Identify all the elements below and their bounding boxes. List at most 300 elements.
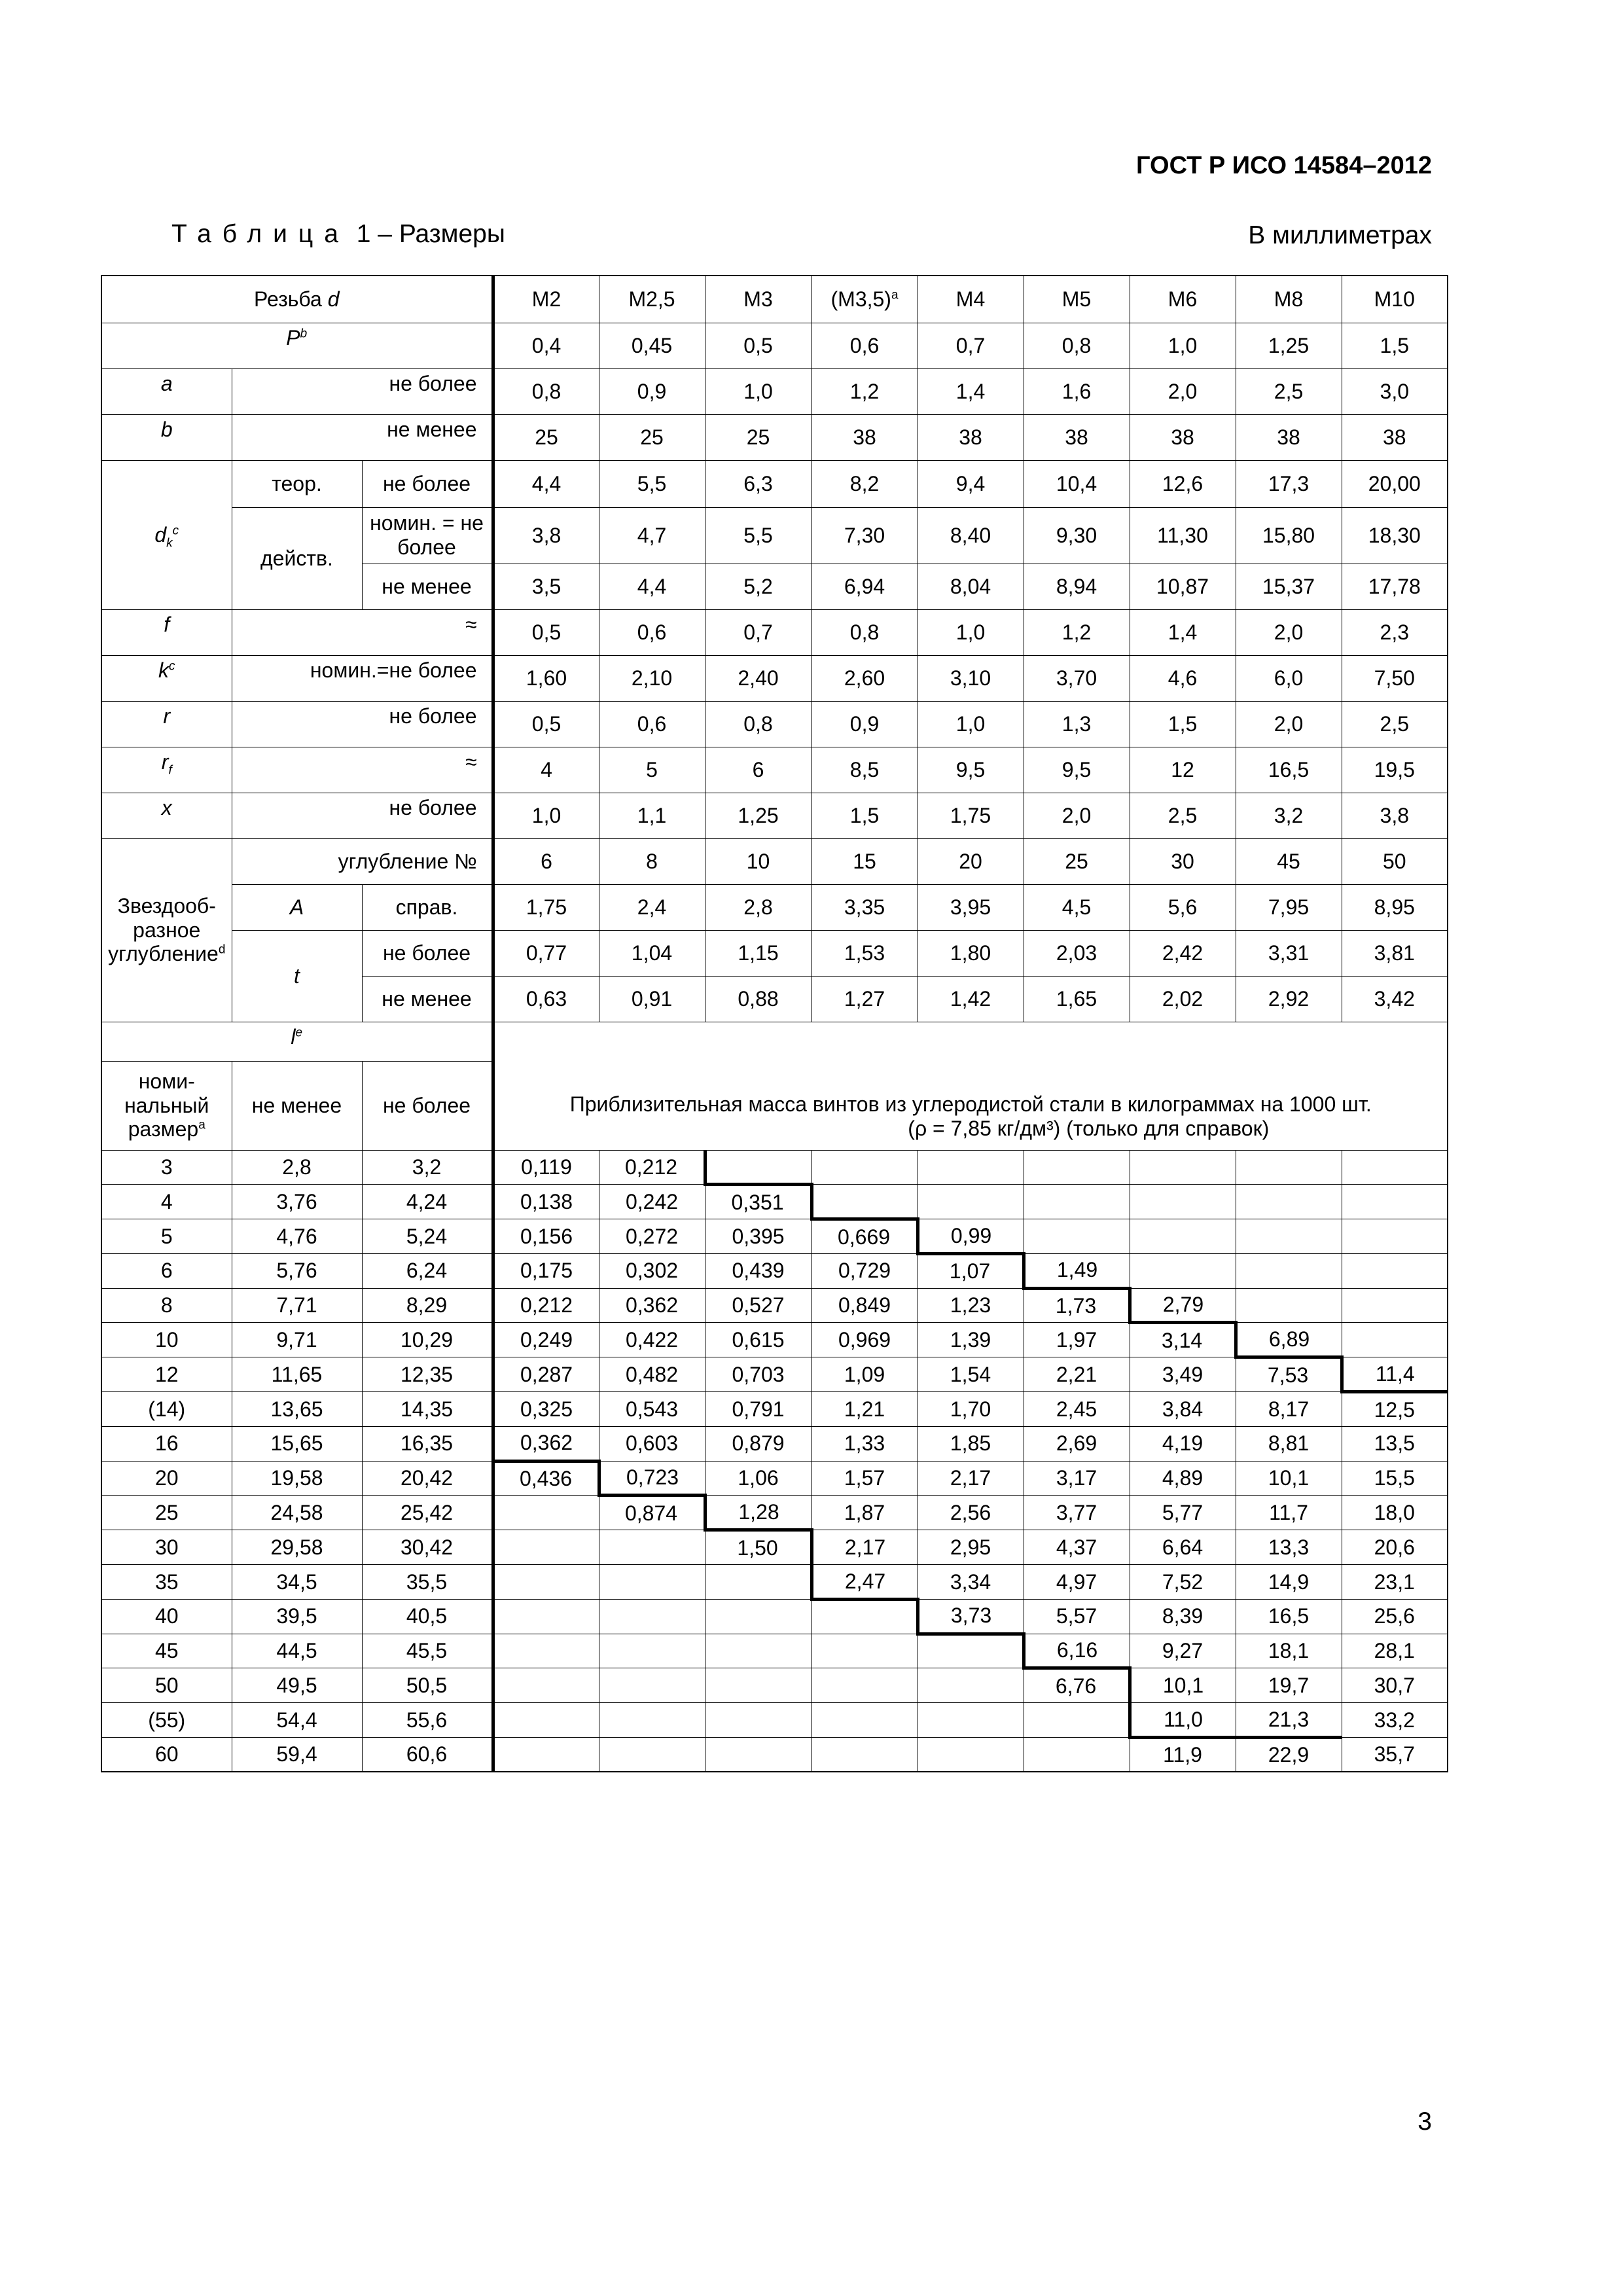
mass-value: 5,77 [1130,1496,1236,1530]
value-cell: 0,88 [705,976,812,1022]
mass-caption-density: (ρ = 7,85 кг/дм³) (только для справок) [908,1116,1270,1140]
value-cell: 3,95 [918,884,1024,930]
max-length: 6,24 [362,1253,493,1288]
value-cell: 5,5 [705,507,812,564]
row-dk-teor [101,460,1448,507]
param-symbol [101,747,232,793]
mass-value: 2,47 [812,1565,918,1600]
param-superscript: c [169,658,175,673]
length-row [101,1530,1448,1565]
value-cell: 3,8 [493,507,599,564]
value-cell: 3,2 [1236,793,1342,838]
length-row [101,1634,1448,1668]
value-cell: 4,7 [599,507,705,564]
min-length: 49,5 [232,1668,362,1703]
value-cell: 4,4 [493,460,599,507]
value-cell: 6 [493,838,599,884]
mass-value [1236,1253,1342,1288]
value-cell: 2,8 [705,884,812,930]
mass-value: 10,1 [1236,1461,1342,1496]
value-cell: 17,3 [1236,460,1342,507]
mass-value: 1,85 [918,1426,1024,1461]
value-cell: 1,2 [1024,609,1130,655]
value-cell: 2,0 [1130,368,1236,414]
mass-value [493,1530,599,1565]
value-cell: 1,1 [599,793,705,838]
mass-value: 11,4 [1342,1357,1448,1392]
min-length: 29,58 [232,1530,362,1565]
value-cell: 1,75 [918,793,1024,838]
mass-value: 3,77 [1024,1496,1130,1530]
value-cell: 2,5 [1130,793,1236,838]
value-cell: 3,70 [1024,655,1130,701]
length-symbol [101,1022,493,1061]
mass-value: 0,287 [493,1357,599,1392]
param-symbol [101,414,232,460]
value-cell: 1,25 [1236,323,1342,368]
thread-label: Резьба [254,287,328,311]
value-cell: 4,4 [599,564,705,609]
param-symbol-text: P [286,325,300,350]
nominal-length: 35 [101,1565,232,1600]
value-cell: 20,00 [1342,460,1448,507]
value-cell: 6,94 [812,564,918,609]
mass-value [1236,1185,1342,1219]
value-cell: 1,5 [812,793,918,838]
mass-value: 23,1 [1342,1565,1448,1600]
mass-value [1024,1150,1130,1185]
mass-value: 16,5 [1236,1599,1342,1634]
value-cell: 4 [493,747,599,793]
mass-value [599,1565,705,1600]
recess-label [101,838,232,1022]
mass-value: 19,7 [1236,1668,1342,1703]
min-length: 11,65 [232,1357,362,1392]
param-condition: не менее [362,564,493,609]
mass-value: 5,57 [1024,1599,1130,1634]
length-row [101,1219,1448,1254]
mass-value: 0,156 [493,1219,599,1254]
value-cell: 1,80 [918,930,1024,976]
mass-value [918,1634,1024,1668]
value-cell: 2,10 [599,655,705,701]
nominal-length: 5 [101,1219,232,1254]
mass-value [812,1634,918,1668]
mass-value [705,1634,812,1668]
value-cell: 38 [1236,414,1342,460]
value-cell: 7,95 [1236,884,1342,930]
param-symbol-text: r [161,749,169,774]
max-length-header: не более [362,1061,493,1150]
mass-value: 2,56 [918,1496,1024,1530]
mass-value [918,1185,1024,1219]
value-cell: 2,0 [1024,793,1130,838]
value-cell: 0,5 [493,609,599,655]
mass-value [812,1150,918,1185]
param-subscript: k [166,535,173,550]
mass-value [918,1738,1024,1772]
mass-value [918,1668,1024,1703]
mass-value [493,1565,599,1600]
min-length: 24,58 [232,1496,362,1530]
mass-value [812,1738,918,1772]
mass-value [493,1496,599,1530]
mass-value: 0,212 [599,1150,705,1185]
table-header-row [101,276,1448,323]
mass-value [1342,1185,1448,1219]
mass-value: 3,14 [1130,1323,1236,1357]
value-cell: 1,53 [812,930,918,976]
param-condition: справ. [362,884,493,930]
mass-value: 2,95 [918,1530,1024,1565]
nominal-length: 6 [101,1253,232,1288]
mass-value: 1,21 [812,1392,918,1427]
row-a [101,368,1448,414]
value-cell: 38 [812,414,918,460]
value-cell: 3,8 [1342,793,1448,838]
mass-value [493,1703,599,1738]
mass-value: 0,439 [705,1253,812,1288]
mass-value: 0,543 [599,1392,705,1427]
mass-value: 0,669 [812,1219,918,1254]
value-cell: 0,6 [599,701,705,747]
mass-value: 0,119 [493,1150,599,1185]
mass-value [599,1668,705,1703]
value-cell: 1,25 [705,793,812,838]
mass-value [918,1150,1024,1185]
param-sublabel: действ. [232,507,362,609]
nominal-length: 20 [101,1461,232,1496]
mass-value [1024,1703,1130,1738]
value-cell: 0,9 [599,368,705,414]
nominal-length: (14) [101,1392,232,1427]
param-condition: номин. = не более [362,507,493,564]
length-row [101,1288,1448,1323]
mass-value: 7,53 [1236,1357,1342,1392]
value-cell: 1,3 [1024,701,1130,747]
max-length: 4,24 [362,1185,493,1219]
mass-value: 2,21 [1024,1357,1130,1392]
value-cell: 6,3 [705,460,812,507]
mass-value: 2,45 [1024,1392,1130,1427]
mass-value: 0,874 [599,1496,705,1530]
min-length: 5,76 [232,1253,362,1288]
mass-value: 1,33 [812,1426,918,1461]
mass-value [493,1738,599,1772]
mass-value: 0,272 [599,1219,705,1254]
value-cell: 1,42 [918,976,1024,1022]
param-symbol [101,609,232,655]
param-symbol-text: x [161,795,172,819]
mass-value: 0,362 [599,1288,705,1323]
value-cell: 0,63 [493,976,599,1022]
mass-value [493,1668,599,1703]
value-cell: 10,4 [1024,460,1130,507]
length-row [101,1426,1448,1461]
mass-value: 2,79 [1130,1288,1236,1323]
max-length: 60,6 [362,1738,493,1772]
mass-value: 0,603 [599,1426,705,1461]
value-cell: 0,8 [493,368,599,414]
value-cell: 50 [1342,838,1448,884]
min-length: 59,4 [232,1738,362,1772]
footnote-mark: a [891,288,899,302]
footnote-mark: a [198,1118,205,1132]
mass-value: 18,0 [1342,1496,1448,1530]
mass-value: 1,54 [918,1357,1024,1392]
mass-value: 1,28 [705,1496,812,1530]
row-length-header [101,1022,1448,1061]
value-cell: 8,2 [812,460,918,507]
mass-value: 0,175 [493,1253,599,1288]
nominal-length: 30 [101,1530,232,1565]
mass-value: 1,57 [812,1461,918,1496]
mass-value: 15,5 [1342,1461,1448,1496]
value-cell: 3,5 [493,564,599,609]
mass-value: 4,89 [1130,1461,1236,1496]
value-cell: 0,8 [705,701,812,747]
param-symbol: t [232,930,362,1022]
value-cell: 38 [918,414,1024,460]
mass-value: 7,52 [1130,1565,1236,1600]
value-cell: 1,15 [705,930,812,976]
value-cell: 1,0 [493,793,599,838]
mass-value [1342,1150,1448,1185]
length-row [101,1496,1448,1530]
value-cell: 10 [705,838,812,884]
max-length: 8,29 [362,1288,493,1323]
value-cell: 5,6 [1130,884,1236,930]
mass-value: 10,1 [1130,1668,1236,1703]
max-length: 30,42 [362,1530,493,1565]
value-cell: 0,5 [493,701,599,747]
length-row [101,1668,1448,1703]
value-cell: 15,37 [1236,564,1342,609]
value-cell: 4,5 [1024,884,1130,930]
value-cell: 8,94 [1024,564,1130,609]
value-cell: 15,80 [1236,507,1342,564]
length-row [101,1703,1448,1738]
max-length: 35,5 [362,1565,493,1600]
mass-value [1130,1253,1236,1288]
length-row [101,1565,1448,1600]
mass-value: 0,879 [705,1426,812,1461]
value-cell: 25 [705,414,812,460]
table-caption-prefix: Таблица [171,220,349,248]
row-k [101,655,1448,701]
value-cell: 0,91 [599,976,705,1022]
mass-value [599,1530,705,1565]
min-length: 34,5 [232,1565,362,1600]
value-cell: 1,2 [812,368,918,414]
standard-designation: ГОСТ Р ИСО 14584–2012 [1135,152,1432,179]
value-cell: 18,30 [1342,507,1448,564]
mass-value [599,1599,705,1634]
mass-value: 0,395 [705,1219,812,1254]
value-cell: 1,60 [493,655,599,701]
nominal-length: 8 [101,1288,232,1323]
mass-caption [493,1022,1448,1150]
mass-value: 20,6 [1342,1530,1448,1565]
value-cell: 7,30 [812,507,918,564]
mass-value: 0,302 [599,1253,705,1288]
param-sublabel: теор. [232,460,362,507]
size-header [599,276,705,323]
value-cell: 3,31 [1236,930,1342,976]
size-header [705,276,812,323]
value-cell: 0,77 [493,930,599,976]
value-cell: 1,27 [812,976,918,1022]
nominal-length: 60 [101,1738,232,1772]
mass-value [705,1599,812,1634]
mass-value: 1,49 [1024,1253,1130,1288]
max-length: 50,5 [362,1668,493,1703]
max-length: 55,6 [362,1703,493,1738]
mass-value: 35,7 [1342,1738,1448,1772]
mass-value: 18,1 [1236,1634,1342,1668]
value-cell: 2,3 [1342,609,1448,655]
param-condition: ≈ [232,609,493,655]
max-length: 25,42 [362,1496,493,1530]
mass-value: 6,64 [1130,1530,1236,1565]
max-length: 12,35 [362,1357,493,1392]
value-cell: 1,6 [1024,368,1130,414]
value-cell: 2,5 [1342,701,1448,747]
value-cell: 6,0 [1236,655,1342,701]
value-cell: 5,2 [705,564,812,609]
mass-value [705,1150,812,1185]
param-symbol [101,793,232,838]
length-row [101,1738,1448,1772]
max-length: 10,29 [362,1323,493,1357]
mass-value: 1,50 [705,1530,812,1565]
min-length: 7,71 [232,1288,362,1323]
value-cell: 0,4 [493,323,599,368]
mass-value [599,1738,705,1772]
mass-value: 3,49 [1130,1357,1236,1392]
mass-value: 0,703 [705,1357,812,1392]
value-cell: 9,5 [1024,747,1130,793]
value-cell: 2,40 [705,655,812,701]
value-cell: 0,45 [599,323,705,368]
mass-value: 0,325 [493,1392,599,1427]
value-cell: 19,5 [1342,747,1448,793]
mass-value: 0,849 [812,1288,918,1323]
value-cell: 1,0 [918,701,1024,747]
mass-value: 0,729 [812,1253,918,1288]
size-label: M10 [1374,287,1415,311]
mass-value [1236,1288,1342,1323]
mass-value [1130,1185,1236,1219]
mass-value: 6,89 [1236,1323,1342,1357]
mass-value: 8,81 [1236,1426,1342,1461]
nominal-length: 4 [101,1185,232,1219]
mass-value [705,1738,812,1772]
thread-header [101,276,493,323]
mass-value: 0,527 [705,1288,812,1323]
value-cell: 3,81 [1342,930,1448,976]
value-cell: 1,4 [1130,609,1236,655]
mass-value: 12,5 [1342,1392,1448,1427]
value-cell: 3,10 [918,655,1024,701]
param-symbol-text: d [154,522,167,547]
size-header [1130,276,1236,323]
nominal-length: 10 [101,1323,232,1357]
row-x [101,793,1448,838]
row-dk-nom [101,507,1448,564]
param-condition: не более [232,701,493,747]
units-note: В миллиметрах [1248,221,1432,249]
min-length: 4,76 [232,1219,362,1254]
value-cell: 2,0 [1236,609,1342,655]
value-cell: 2,02 [1130,976,1236,1022]
length-row [101,1461,1448,1496]
param-symbol-text: r [163,704,171,728]
recess-label-text: Звездооб-разное углубление [108,893,219,966]
min-length: 3,76 [232,1185,362,1219]
mass-value [1236,1219,1342,1254]
mass-value [812,1703,918,1738]
max-length: 5,24 [362,1219,493,1254]
mass-value: 0,212 [493,1288,599,1323]
row-f [101,609,1448,655]
mass-value: 0,436 [493,1461,599,1496]
value-cell: 0,6 [599,609,705,655]
mass-value: 1,39 [918,1323,1024,1357]
value-cell: 3,42 [1342,976,1448,1022]
param-condition: не более [232,368,493,414]
size-label: M6 [1168,287,1198,311]
value-cell: 45 [1236,838,1342,884]
mass-value [812,1185,918,1219]
param-condition: не более [362,460,493,507]
row-recess-t-max [101,930,1448,976]
value-cell: 1,0 [705,368,812,414]
nominal-length: 16 [101,1426,232,1461]
mass-value: 28,1 [1342,1634,1448,1668]
value-cell: 15 [812,838,918,884]
min-length: 15,65 [232,1426,362,1461]
max-length: 14,35 [362,1392,493,1427]
param-superscript: c [172,523,179,537]
value-cell: 1,0 [1130,323,1236,368]
size-header [1342,276,1448,323]
mass-value: 1,06 [705,1461,812,1496]
size-label: M2,5 [628,287,675,311]
mass-value [1130,1219,1236,1254]
mass-value: 33,2 [1342,1703,1448,1738]
length-row [101,1253,1448,1288]
mass-value: 1,70 [918,1392,1024,1427]
dimensions-table [101,275,1448,1772]
mass-value: 0,351 [705,1185,812,1219]
size-header [493,276,599,323]
param-symbol [101,368,232,414]
value-cell: 1,5 [1342,323,1448,368]
mass-value: 2,17 [918,1461,1024,1496]
nominal-size-header [101,1061,232,1150]
value-cell: 0,9 [812,701,918,747]
mass-value: 0,422 [599,1323,705,1357]
value-cell: 0,7 [918,323,1024,368]
mass-value [1130,1150,1236,1185]
mass-value [705,1565,812,1600]
nominal-length: 45 [101,1634,232,1668]
length-symbol-text: l [291,1024,296,1049]
size-header [812,276,918,323]
nominal-length: 40 [101,1599,232,1634]
param-condition: не более [362,930,493,976]
